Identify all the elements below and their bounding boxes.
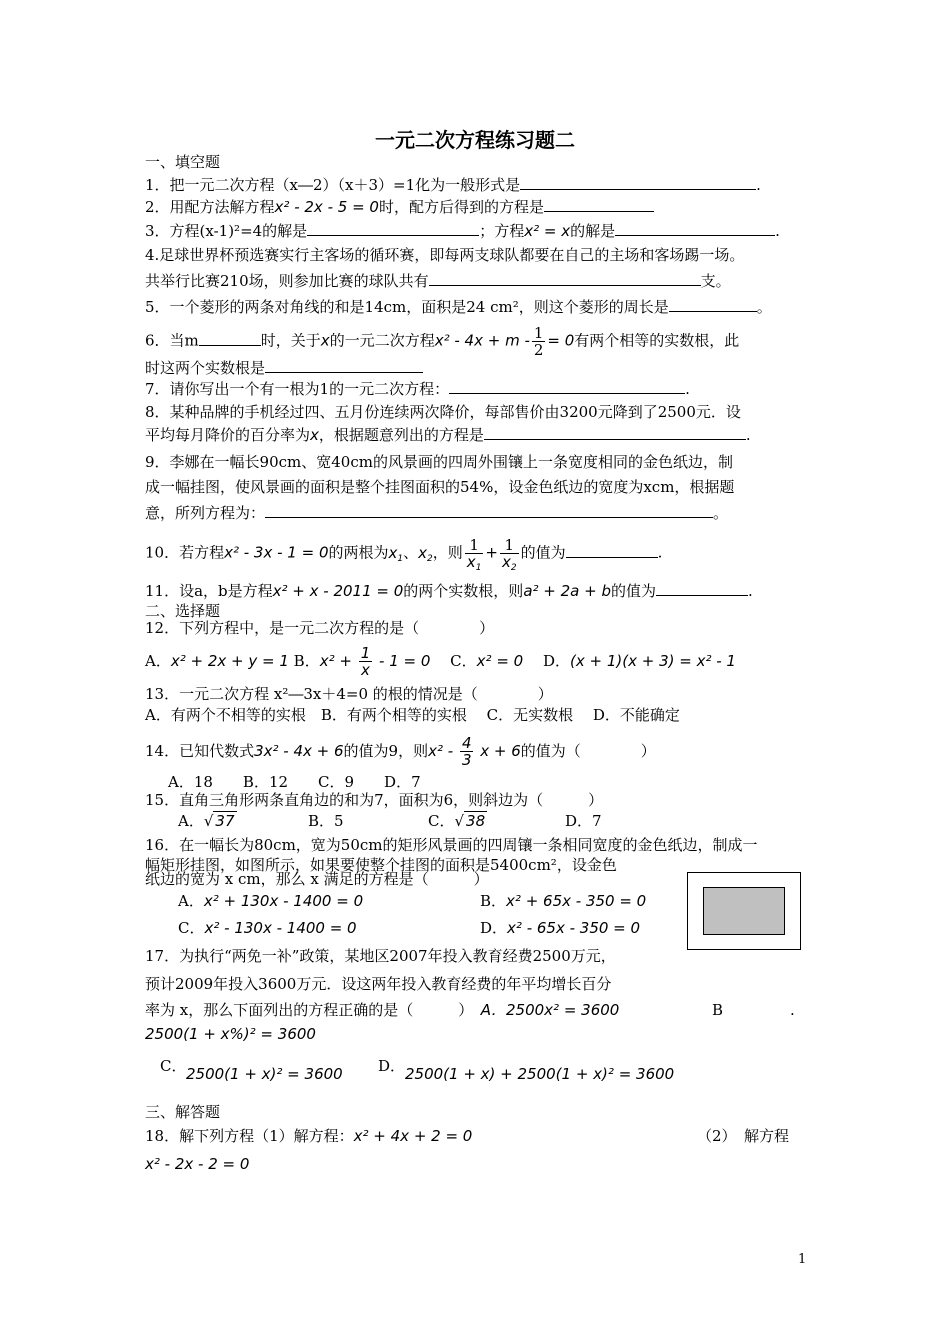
answer-blank[interactable] bbox=[484, 424, 746, 440]
answer-blank[interactable] bbox=[199, 330, 261, 346]
fraction-one-half: $\frac{1}{2}$ bbox=[533, 324, 544, 359]
answer-blank[interactable] bbox=[265, 502, 713, 518]
option-d-label: D． bbox=[378, 1057, 406, 1075]
root-x1: $x_1$ bbox=[388, 543, 404, 564]
section-answer-heading: 三、解答题 bbox=[145, 1103, 221, 1121]
option-d: D．7 bbox=[565, 812, 602, 830]
question-14 bbox=[145, 733, 656, 769]
question-17-line-3 bbox=[145, 1000, 619, 1020]
question-18-equation-2-text: x² - 2x - 2 = 0 bbox=[145, 1155, 250, 1173]
question-9-line-1: 9．李娜在一幅长90cm、宽40cm的风景画的四周外围镶上一条宽度相同的金色纸边，制 bbox=[145, 453, 733, 471]
option-c-equation: x² - 130x - 1400 = 0 bbox=[204, 919, 357, 937]
question-5-end: 。 bbox=[756, 298, 772, 316]
option-b-label: B． bbox=[293, 652, 320, 670]
question-3-equation: x² = x bbox=[524, 222, 571, 240]
option-b-label: B． bbox=[480, 892, 507, 910]
question-18 bbox=[145, 1126, 472, 1146]
question-14-text: 14．已知代数式 bbox=[145, 742, 255, 760]
answer-blank[interactable] bbox=[429, 270, 701, 286]
question-14-text-b: 的值为9，则 bbox=[343, 742, 429, 760]
question-17-line-1: 17．为执行“两免一补”政策，某地区2007年投入教育经费2500万元， bbox=[145, 947, 616, 965]
question-11-text: 11．设a，b是方程 bbox=[145, 582, 273, 600]
question-13-options: A．有两个不相等的实根 B．有两个相等的实根 C．无实数根 D．不能确定 bbox=[145, 706, 680, 724]
fraction-1-over-x1: $\frac{1}{x_1}$ bbox=[466, 536, 482, 573]
root-x2: $x_2$ bbox=[418, 543, 433, 564]
question-2-equation: x² - 2x - 5 = 0 bbox=[274, 198, 379, 216]
question-6-text-d: 有两个相等的实数根，此 bbox=[574, 331, 740, 350]
question-18-text: 18．解下列方程（1）解方程： bbox=[145, 1127, 354, 1145]
option-c-label: C． bbox=[450, 652, 477, 670]
question-6-text-b: 时，关于 bbox=[260, 331, 321, 350]
question-6-equation-end: = 0 bbox=[547, 331, 575, 350]
question-10-text-d: ，则 bbox=[432, 543, 463, 562]
question-6-line-2 bbox=[145, 357, 423, 378]
question-6-text-e: 时这两个实数根是 bbox=[145, 359, 266, 377]
option-b-equation: x² + 65x - 350 = 0 bbox=[506, 892, 647, 910]
answer-blank[interactable] bbox=[615, 220, 775, 236]
answer-blank[interactable] bbox=[656, 580, 748, 596]
question-17-text: 率为 x，那么下面列出的方程正确的是（ ） bbox=[145, 1001, 466, 1019]
question-16-option-d bbox=[480, 918, 640, 938]
variable-x: x bbox=[310, 426, 319, 444]
question-15: 15．直角三角形两条直角边的和为7，面积为6，则斜边为（ ） bbox=[145, 791, 604, 809]
question-17-line-2: 预计2009年投入3600万元．设这两年投入教育经费的年平均增长百分 bbox=[145, 975, 612, 993]
question-18-part-2: （2） 解方程 bbox=[697, 1127, 790, 1145]
question-18-equation-1: x² + 4x + 2 = 0 bbox=[353, 1127, 473, 1145]
question-1: 1．把一元二次方程（x―2）（x＋3）=1化为一般形式是 . bbox=[145, 176, 761, 194]
question-11-text-c: 的值为 bbox=[610, 582, 656, 600]
question-15-options bbox=[178, 811, 237, 831]
question-16-option-a bbox=[178, 891, 363, 911]
option-a-label: A． bbox=[178, 892, 204, 910]
question-7: 7．请你写出一个有一根为1的一元二次方程： . bbox=[145, 380, 690, 398]
question-10-equation: x² - 3x - 1 = 0 bbox=[224, 543, 329, 562]
answer-blank[interactable] bbox=[307, 220, 479, 236]
option-d-equation: x² - 65x - 350 = 0 bbox=[507, 919, 641, 937]
question-3: 3．方程(x-1)²=4的解是 ；方程x² = x的解是 . bbox=[145, 222, 780, 240]
page-title: 一元二次方程练习题二 bbox=[375, 128, 575, 152]
option-c-sqrt: √ 38 bbox=[454, 812, 486, 830]
page-number: 1 bbox=[798, 1252, 807, 1267]
option-a-sqrt: √ 37 bbox=[203, 812, 235, 830]
picture-area bbox=[703, 887, 785, 935]
question-10-text-e: 的值为 bbox=[520, 543, 566, 562]
answer-blank[interactable] bbox=[544, 196, 654, 212]
answer-blank[interactable] bbox=[566, 542, 658, 558]
question-6-text-c: 的一元二次方程 bbox=[329, 331, 435, 350]
question-16-line-1: 16．在一幅长为80cm，宽为50cm的矩形风景画的四周镶一条相同宽度的金色纸边，制成一 bbox=[145, 836, 758, 854]
question-1-text: 1．把一元二次方程（x―2）（x＋3）=1化为一般形式是 bbox=[145, 176, 521, 194]
framed-picture-figure bbox=[687, 872, 801, 950]
question-2-text: 2．用配方法解方程 bbox=[145, 198, 275, 216]
option-d-label: D． bbox=[480, 919, 508, 937]
option-c-equation: x² = 0 bbox=[476, 652, 524, 670]
question-14-text-c: 的值为（ ） bbox=[520, 742, 656, 760]
question-12: 12．下列方程中，是一元二次方程的是（ ） bbox=[145, 619, 495, 637]
question-5-text: 5．一个菱形的两条对角线的和是14cm，面积是24 cm²，则这个菱形的周长是 bbox=[145, 298, 669, 316]
question-18-equation-2 bbox=[145, 1154, 249, 1174]
question-11-equation: x² + x - 2011 = 0 bbox=[272, 582, 404, 600]
option-d-equation bbox=[405, 1064, 674, 1084]
question-10: 10．若方程x² - 3x - 1 = 0的两根为$x_1$、$x_2$，则 $\frac{1}{x_1}$ + $\frac{1}{x_2}$ 的值为 . bbox=[145, 536, 663, 573]
option-c-equation bbox=[186, 1064, 343, 1084]
option-d-formula: 2500(1 + x) + 2500(1 + x)² = 3600 bbox=[405, 1065, 675, 1083]
question-10-text-c: 、 bbox=[403, 543, 419, 562]
variable-x: x bbox=[320, 331, 330, 350]
question-4-text: 共举行比赛210场，则参加比赛的球队共有 bbox=[145, 272, 429, 290]
option-b-label: B bbox=[712, 1001, 724, 1019]
question-8-text-b: ，根据题意列出的方程是 bbox=[318, 426, 484, 444]
question-14-expression: 3x² - 4x + 6 bbox=[254, 742, 344, 760]
question-9-text: 意，所列方程为： bbox=[145, 504, 266, 522]
question-10-text: 10．若方程 bbox=[145, 543, 225, 562]
section-fill-in-heading: 一、填空题 bbox=[145, 153, 221, 171]
question-2-text-b: 时，配方后得到的方程是 bbox=[378, 198, 544, 216]
fraction-1-over-x2: $\frac{1}{x_2}$ bbox=[502, 536, 517, 573]
question-11: 11．设a，b是方程x² + x - 2011 = 0的两个实数根，则a² + 2a + b的值为 . bbox=[145, 582, 753, 600]
question-14-options: A．18 B．12 C．9 D．7 bbox=[168, 773, 421, 791]
question-10-text-b: 的两根为 bbox=[328, 543, 389, 562]
question-11-expression: a² + 2a + b bbox=[523, 582, 611, 600]
answer-blank[interactable] bbox=[669, 296, 757, 312]
question-3-text-c: 的解是 bbox=[570, 222, 616, 240]
answer-blank[interactable] bbox=[520, 174, 756, 190]
answer-blank[interactable] bbox=[449, 378, 685, 394]
question-2 bbox=[145, 196, 654, 217]
section-choice-heading: 二、选择题 bbox=[145, 602, 221, 620]
question-8-line-1: 8．某种品牌的手机经过四、五月份连续两次降价，每部售价由3200元降到了2500元．设 bbox=[145, 403, 741, 421]
question-14-expression-b: x² - $\frac{4}{3}$ x + 6 bbox=[428, 734, 521, 769]
option-a: A．2500x² = 3600 bbox=[480, 1001, 620, 1019]
question-5 bbox=[145, 296, 772, 317]
question-16-option-b bbox=[480, 891, 646, 911]
option-d-equation: (x + 1)(x + 3) = x² - 1 bbox=[570, 652, 736, 670]
option-a-label: A． bbox=[145, 652, 171, 670]
option-b-equation bbox=[145, 1024, 316, 1044]
question-11-text-b: 的两个实数根，则 bbox=[403, 582, 524, 600]
question-4-line-2 bbox=[145, 270, 731, 291]
answer-blank[interactable] bbox=[265, 357, 423, 373]
question-4-text-end: 支。 bbox=[700, 272, 731, 290]
question-16-line-2: 幅矩形挂图，如图所示，如果要使整个挂图的面积是5400cm²，设金色 bbox=[145, 856, 617, 874]
option-a-label: A． bbox=[178, 812, 204, 830]
option-c-label: C． bbox=[160, 1057, 187, 1075]
option-c bbox=[428, 811, 487, 831]
option-b-dot: . bbox=[790, 1001, 795, 1019]
option-a-equation: x² + 2x + y = 1 bbox=[170, 652, 289, 670]
option-b: B．5 bbox=[308, 812, 344, 830]
question-6 bbox=[145, 325, 739, 358]
question-3-text: 3．方程(x-1)²=4的解是 bbox=[145, 222, 308, 240]
question-16-line-3: 纸边的宽为 x cm，那么 x 满足的方程是（ ） bbox=[145, 870, 489, 888]
question-12-options bbox=[145, 645, 736, 678]
question-8-text: 平均每月降价的百分率为 bbox=[145, 426, 311, 444]
option-c-label: C． bbox=[178, 919, 205, 937]
question-8-line-2: 平均每月降价的百分率为x，根据题意列出的方程是 . bbox=[145, 426, 751, 444]
question-16-option-c bbox=[178, 918, 357, 938]
question-13: 13．一元二次方程 x²―3x＋4=0 的根的情况是（ ） bbox=[145, 685, 553, 703]
option-a-equation: x² + 130x - 1400 = 0 bbox=[203, 892, 364, 910]
option-b-equation: x² + $\frac{1}{x}$ - 1 = 0 bbox=[319, 644, 431, 679]
question-4-line-1: 4.足球世界杯预选赛实行主客场的循环赛，即每两支球队都要在自己的主场和客场踢一场。 bbox=[145, 246, 745, 264]
question-9-line-2: 成一幅挂图，使风景画的面积是整个挂图面积的54%，设金色纸边的宽度为xcm，根据题 bbox=[145, 478, 735, 496]
question-6-equation: x² - 4x + m - bbox=[434, 331, 530, 350]
option-c-label: C． bbox=[428, 812, 455, 830]
question-3-text-b: ；方程 bbox=[479, 222, 525, 240]
question-9-line-3: 意，所列方程为： 。 bbox=[145, 504, 729, 522]
question-7-text: 7．请你写出一个有一根为1的一元二次方程： bbox=[145, 380, 450, 398]
question-6-text: 6．当m bbox=[145, 331, 199, 350]
option-d-label: D． bbox=[542, 652, 571, 670]
option-b-formula: 2500(1 + x%)² = 3600 bbox=[145, 1025, 316, 1043]
option-c-formula: 2500(1 + x)² = 3600 bbox=[186, 1065, 343, 1083]
